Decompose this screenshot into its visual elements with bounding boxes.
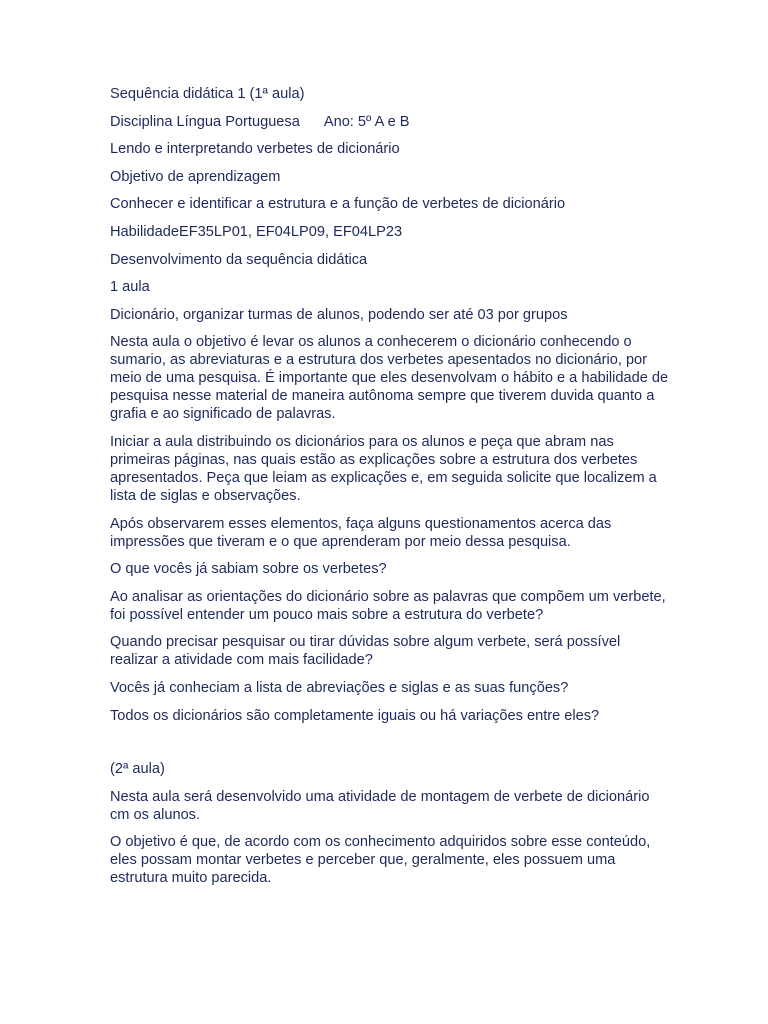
objective-text: Conhecer e identificar a estrutura e a função de verbetes de dicionário bbox=[110, 196, 566, 213]
question-5: Todos os dicionários são completamente iguais ou há variações entre eles? bbox=[110, 707, 600, 724]
discipline-text: Disciplina Língua Portuguesa bbox=[110, 113, 300, 130]
question-1: O que vocês já sabiam sobre os verbetes? bbox=[110, 561, 387, 578]
lesson-title: Sequência didática 1 (1ª aula) bbox=[110, 86, 305, 102]
year-text: Ano: 5º A e B bbox=[323, 113, 410, 130]
class-two-paragraph: Nesta aula será desenvolvido uma atividade de montagem de verbete de dicionário cm os alunos. bbox=[110, 788, 650, 823]
question-2: Ao analisar as orientações do dicionário sobre as palavras que compõem um verbete, foi possível entender um pouco mais sobre a estrutura do verbete? bbox=[110, 588, 666, 623]
materials-paragraph: Dicionário, organizar turmas de alunos, podendo ser até 03 por grupos bbox=[110, 306, 568, 323]
class-two-objective-paragraph: O objetivo é que, de acordo com os conhecimento adquiridos sobre esse conteúdo, eles possam montar verbetes e perceber que, geralmente, eles possuem uma estrutura muito parecida. bbox=[110, 834, 651, 887]
discipline-line bbox=[110, 113, 670, 131]
topic-line: Lendo e interpretando verbetes de dicionário bbox=[110, 141, 400, 158]
development-heading: Desenvolvimento da sequência didática bbox=[110, 251, 368, 268]
objective-heading: Objetivo de aprendizagem bbox=[110, 168, 281, 185]
question-4: Vocês já conheciam a lista de abreviações e siglas e as suas funções? bbox=[110, 679, 569, 696]
document-body bbox=[110, 85, 670, 897]
instructions-paragraph: Iniciar a aula distribuindo os dicionários para os alunos e peça que abram nas primeiras páginas, nas quais estão as explicações sobre a estrutura dos verbetes apresentados. Peça que leiam as explicações e, em seguida solicite que localizem a lista de siglas e observações. bbox=[110, 433, 657, 504]
skills-line: HabilidadeEF35LP01, EF04LP09, EF04LP23 bbox=[110, 223, 403, 240]
class-one-heading: 1 aula bbox=[110, 279, 150, 296]
question-3: Quando precisar pesquisar ou tirar dúvidas sobre algum verbete, será possível realizar a atividade com mais facilidade? bbox=[110, 634, 621, 669]
aim-paragraph: Nesta aula o objetivo é levar os alunos a conhecerem o dicionário conhecendo o sumario, as abreviaturas e a estrutura dos verbetes apesentados no dicionário, por meio de uma pesquisa. É importante que eles desenvolvam o hábito e a habilidade de pesquisa nesse material de maneira autônoma sempre que tiverem duvida quanto a grafia e ao significado de palavras. bbox=[110, 334, 669, 423]
blank-line bbox=[110, 734, 670, 760]
class-two-heading: (2ª aula) bbox=[110, 761, 165, 778]
questions-intro-paragraph: Após observarem esses elementos, faça alguns questionamentos acerca das impressões que tiveram e o que aprenderam por meio dessa pesquisa. bbox=[110, 515, 612, 550]
